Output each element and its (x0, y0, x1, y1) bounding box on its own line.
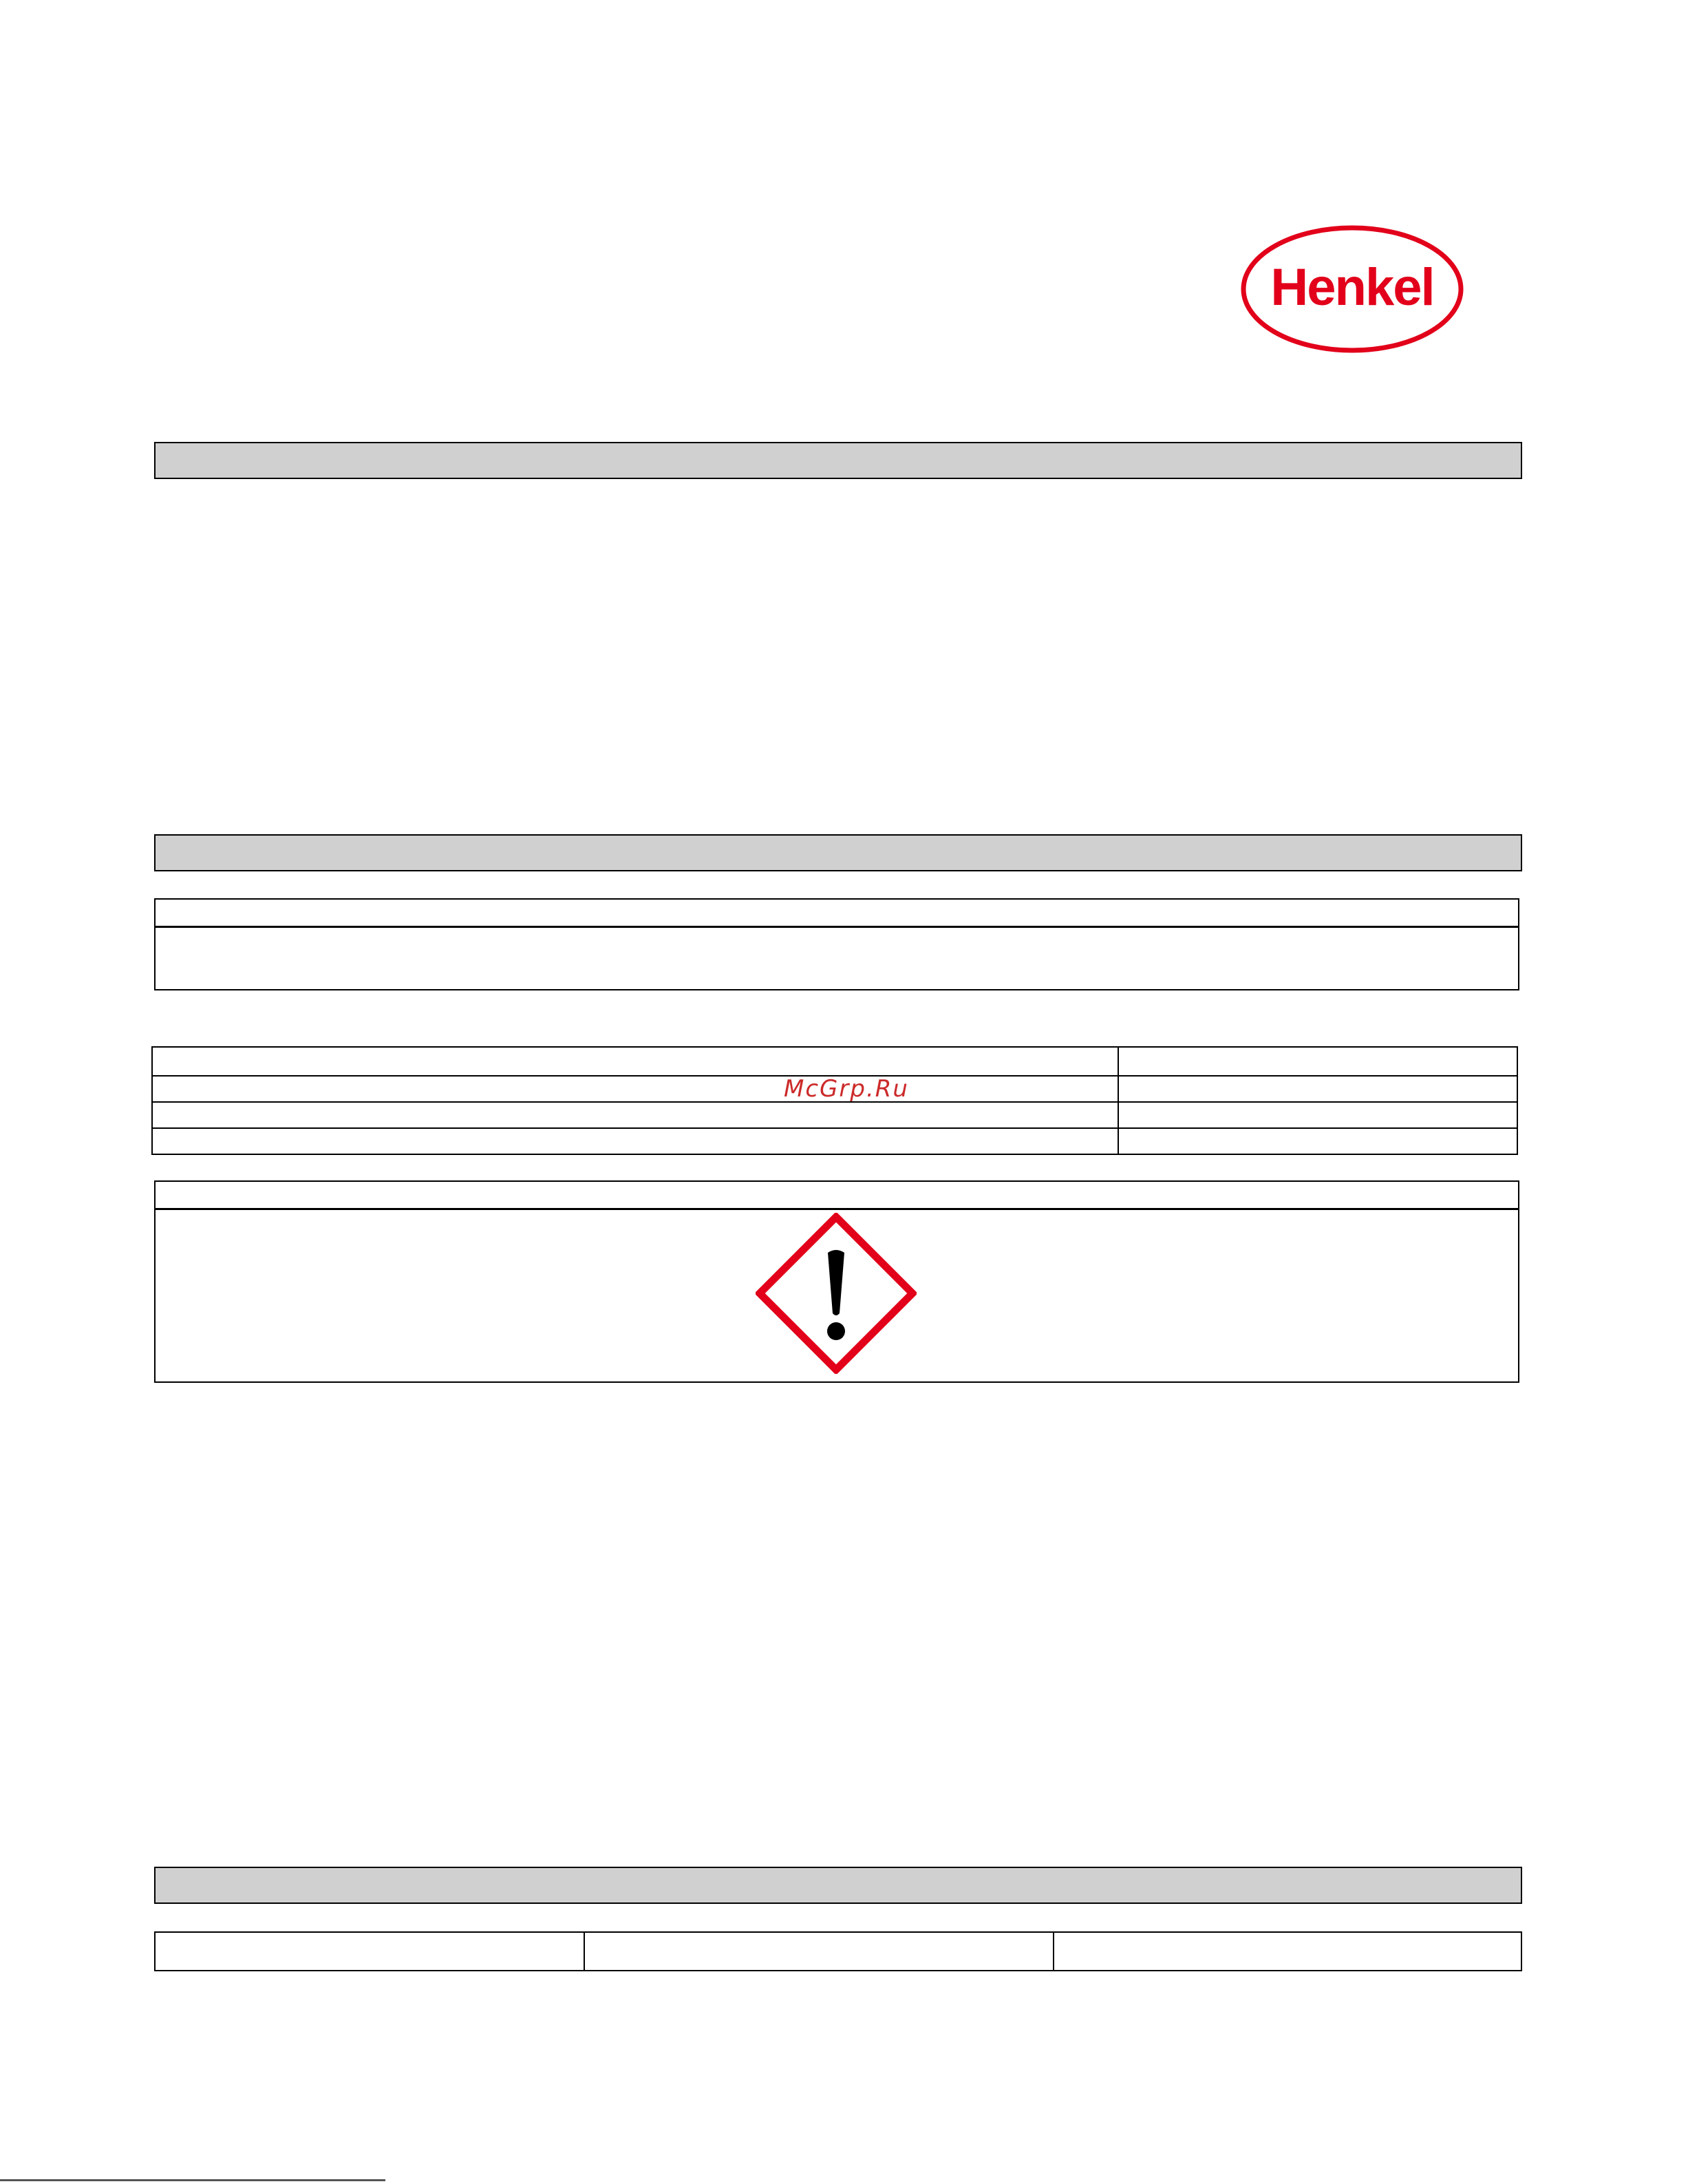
table-column-divider (584, 1933, 585, 1970)
classification-box-header (156, 900, 1518, 928)
composition-table (154, 1931, 1522, 1971)
table-row (153, 1127, 1517, 1155)
table-column-divider (1053, 1933, 1054, 1970)
henkel-logo (1240, 224, 1464, 354)
classification-box (154, 898, 1519, 990)
section-bar-1 (154, 442, 1522, 479)
section-bar-3 (154, 1867, 1522, 1904)
footer-rule (0, 2179, 385, 2181)
table-column-divider (1118, 1048, 1119, 1154)
table-row (153, 1048, 1517, 1077)
label-elements-box-header (156, 1182, 1518, 1210)
exclamation-mark-icon (756, 1213, 917, 1374)
svg-text:Henkel: Henkel (1270, 258, 1434, 317)
section-bar-2 (154, 834, 1522, 871)
watermark-text: McGrp.Ru (784, 1075, 909, 1103)
